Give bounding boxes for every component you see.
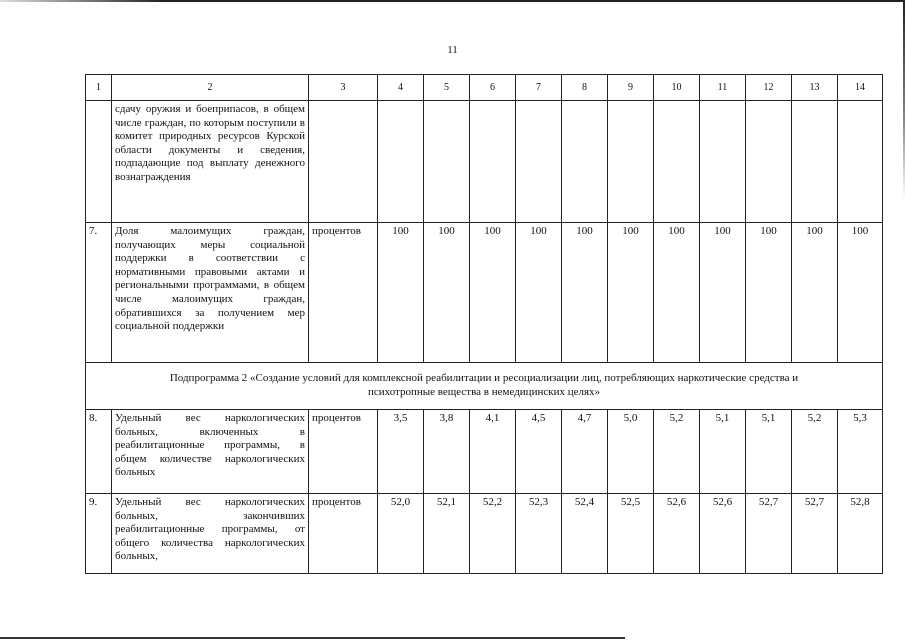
value-cell: 52,2 bbox=[470, 494, 516, 574]
value-cell: 100 bbox=[470, 223, 516, 363]
column-header: 2 bbox=[112, 75, 309, 101]
indicator-description: Удельный вес наркологических больных, закончивших реабилитационные программы, от общего количества наркологических больных, bbox=[112, 494, 309, 574]
value-cell: 4,7 bbox=[562, 410, 608, 494]
value-cell: 5,3 bbox=[838, 410, 883, 494]
row-number: 7. bbox=[86, 223, 112, 363]
value-cell: 52,8 bbox=[838, 494, 883, 574]
unit-cell: процентов bbox=[309, 410, 378, 494]
subprogram-row bbox=[86, 363, 883, 410]
column-header: 14 bbox=[838, 75, 883, 101]
column-header: 10 bbox=[654, 75, 700, 101]
row-number: 8. bbox=[86, 410, 112, 494]
value-cell bbox=[562, 101, 608, 223]
value-cell: 52,7 bbox=[792, 494, 838, 574]
table-row bbox=[86, 223, 883, 363]
value-cell: 100 bbox=[608, 223, 654, 363]
value-cell: 100 bbox=[562, 223, 608, 363]
table-header-row bbox=[86, 75, 883, 101]
value-cell: 4,1 bbox=[470, 410, 516, 494]
value-cell: 52,7 bbox=[746, 494, 792, 574]
value-cell bbox=[378, 101, 424, 223]
value-cell bbox=[838, 101, 883, 223]
table-row bbox=[86, 101, 883, 223]
value-cell: 100 bbox=[424, 223, 470, 363]
column-header: 13 bbox=[792, 75, 838, 101]
column-header: 11 bbox=[700, 75, 746, 101]
value-cell bbox=[516, 101, 562, 223]
value-cell: 5,1 bbox=[746, 410, 792, 494]
column-header: 12 bbox=[746, 75, 792, 101]
value-cell: 100 bbox=[746, 223, 792, 363]
value-cell bbox=[608, 101, 654, 223]
value-cell: 52,1 bbox=[424, 494, 470, 574]
value-cell: 52,0 bbox=[378, 494, 424, 574]
value-cell: 5,2 bbox=[654, 410, 700, 494]
unit-cell bbox=[309, 101, 378, 223]
value-cell: 100 bbox=[792, 223, 838, 363]
value-cell bbox=[746, 101, 792, 223]
column-header: 7 bbox=[516, 75, 562, 101]
value-cell bbox=[654, 101, 700, 223]
table-row bbox=[86, 494, 883, 574]
column-header: 1 bbox=[86, 75, 112, 101]
value-cell: 52,3 bbox=[516, 494, 562, 574]
scan-edge-bottom bbox=[0, 637, 625, 639]
value-cell: 100 bbox=[516, 223, 562, 363]
value-cell: 3,5 bbox=[378, 410, 424, 494]
value-cell: 100 bbox=[838, 223, 883, 363]
value-cell: 100 bbox=[700, 223, 746, 363]
value-cell: 100 bbox=[378, 223, 424, 363]
value-cell bbox=[700, 101, 746, 223]
unit-cell: процентов bbox=[309, 494, 378, 574]
value-cell bbox=[470, 101, 516, 223]
column-header: 9 bbox=[608, 75, 654, 101]
value-cell: 5,1 bbox=[700, 410, 746, 494]
indicators-table bbox=[85, 74, 883, 574]
scan-edge-top bbox=[0, 0, 905, 2]
value-cell: 52,6 bbox=[700, 494, 746, 574]
row-number bbox=[86, 101, 112, 223]
value-cell: 5,2 bbox=[792, 410, 838, 494]
subprogram-title bbox=[86, 363, 883, 410]
unit-cell: процентов bbox=[309, 223, 378, 363]
indicator-description: сдачу оружия и боеприпасов, в общем числе граждан, по которым поступили в комитет природных ресурсов Курской области документы и сведения, подпадающие под выплату денежного вознаграждения bbox=[112, 101, 309, 223]
value-cell: 52,5 bbox=[608, 494, 654, 574]
column-header: 3 bbox=[309, 75, 378, 101]
value-cell: 52,6 bbox=[654, 494, 700, 574]
indicator-description: Удельный вес наркологических больных, включенных в реабилитационные программы, в общем количестве наркологических больных bbox=[112, 410, 309, 494]
row-number: 9. bbox=[86, 494, 112, 574]
value-cell bbox=[424, 101, 470, 223]
page-number: 11 bbox=[447, 44, 458, 56]
indicator-description: Доля малоимущих граждан, получающих меры социальной поддержки в соответствии с нормативными правовыми актами и региональными программами, в общем числе малоимущих граждан, обратившихся за получением мер социальной поддержки bbox=[112, 223, 309, 363]
column-header: 6 bbox=[470, 75, 516, 101]
value-cell bbox=[792, 101, 838, 223]
value-cell: 3,8 bbox=[424, 410, 470, 494]
subprogram-title-line: Подпрограмма 2 «Создание условий для комплексной реабилитации и ресоциализации лиц, потребляющих наркотические средства и bbox=[169, 372, 799, 385]
value-cell: 52,4 bbox=[562, 494, 608, 574]
column-header: 4 bbox=[378, 75, 424, 101]
value-cell: 4,5 bbox=[516, 410, 562, 494]
column-header: 8 bbox=[562, 75, 608, 101]
value-cell: 100 bbox=[654, 223, 700, 363]
column-header: 5 bbox=[424, 75, 470, 101]
value-cell: 5,0 bbox=[608, 410, 654, 494]
table-row bbox=[86, 410, 883, 494]
subprogram-title-line: психотропные вещества в немедицинских целях» bbox=[367, 386, 601, 398]
